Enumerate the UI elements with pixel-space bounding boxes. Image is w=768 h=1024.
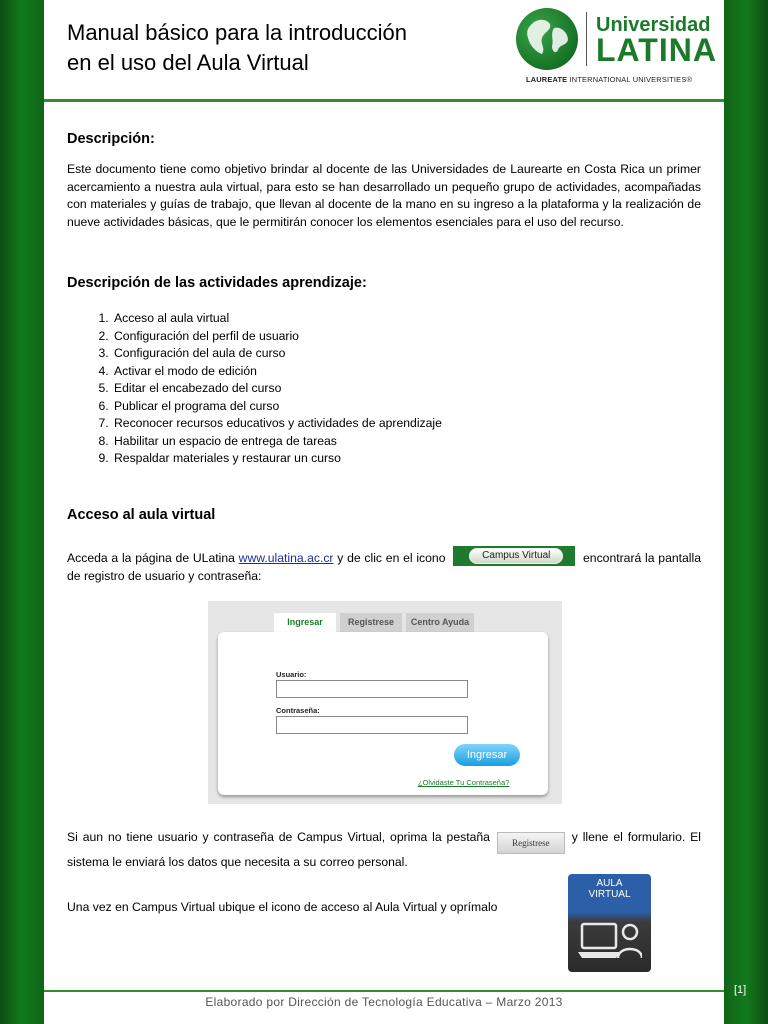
document-title [67, 18, 487, 78]
register-text-start: Si aun no tiene usuario y contraseña de Campus Virtual, oprima la pestaña [67, 830, 490, 844]
register-text-end: y llene el formulario. El sistema le enviará los datos que necesita a su correo personal. [67, 830, 701, 869]
login-screenshot [208, 601, 562, 804]
list-item: 6. Publicar el programa del curso [112, 398, 701, 416]
logo-divider [586, 12, 587, 66]
register-section [67, 829, 701, 872]
laptop-person-icon [578, 918, 642, 964]
document-header [44, 0, 724, 100]
password-label: Contraseña: [276, 706, 320, 715]
footer-text: Elaborado por Dirección de Tecnología Educativa – Marzo 2013 [205, 995, 563, 1009]
ingresar-button[interactable]: Ingresar [454, 744, 520, 766]
tab-ingresar[interactable]: Ingresar [274, 613, 336, 635]
ulatina-link[interactable]: www.ulatina.ac.cr [238, 551, 334, 565]
title-line-2: en el uso del Aula Virtual [67, 50, 309, 75]
page-number: [1] [734, 984, 747, 996]
logo-universidad: Universidad [596, 14, 711, 36]
footer-rule [44, 990, 724, 992]
access-section [67, 505, 701, 585]
description-heading: Descripción: [67, 131, 155, 147]
logo-tagline [526, 75, 692, 84]
aula-icon-line-1: AULA [596, 878, 623, 889]
login-panel [218, 632, 548, 795]
list-item: 8. Habilitar un espacio de entrega de tareas [112, 433, 701, 451]
description-section [67, 129, 701, 231]
title-line-1: Manual básico para la introducción [67, 20, 407, 45]
list-item: 9. Respaldar materiales y restaurar un curso [112, 450, 701, 468]
globe-icon [516, 8, 578, 70]
aula-virtual-icon[interactable] [568, 874, 651, 972]
list-item: 2. Configuración del perfil de usuario [112, 328, 701, 346]
logo-tag-bold: LAUREATE [526, 75, 568, 84]
universidad-latina-logo [516, 8, 716, 90]
access-text-start: Acceda a la página de ULatina [67, 551, 239, 565]
campus-virtual-button[interactable] [453, 546, 575, 566]
forgot-password-link[interactable]: ¿Olvidaste Tu Contraseña? [418, 778, 510, 787]
access-text [67, 546, 701, 585]
aula-section [67, 899, 527, 917]
list-item: 4. Activar el modo de edición [112, 363, 701, 381]
list-item: 3. Configuración del aula de curso [112, 345, 701, 363]
document-page [44, 0, 724, 1024]
password-field[interactable] [276, 716, 468, 734]
access-heading: Acceso al aula virtual [67, 507, 216, 523]
list-item: 5. Editar el encabezado del curso [112, 380, 701, 398]
aula-icon-line-2: VIRTUAL [588, 889, 631, 900]
list-item: 7. Reconocer recursos educativos y actividades de aprendizaje [112, 415, 701, 433]
logo-latina: LATINA [596, 32, 717, 68]
registrese-tab-image[interactable]: Registrese [497, 832, 565, 854]
activities-heading: Descripción de las actividades aprendizaje: [67, 275, 367, 291]
access-text-mid: y de clic en el icono [333, 551, 446, 565]
list-item: 1. Acceso al aula virtual [112, 310, 701, 328]
aula-text: Una vez en Campus Virtual ubique el icono de acceso al Aula Virtual y oprímalo [67, 900, 498, 914]
register-text [67, 829, 701, 872]
tab-registrese[interactable]: Registrese [340, 613, 402, 632]
tab-centro-ayuda[interactable]: Centro Ayuda [406, 613, 474, 632]
activities-list [67, 310, 701, 468]
access-text-end: encontrará la pantalla de registro de usuario y contraseña: [67, 551, 701, 583]
user-field[interactable] [276, 680, 468, 698]
campus-virtual-label: Campus Virtual [469, 548, 563, 564]
logo-tag-rest: INTERNATIONAL UNIVERSITIES® [567, 75, 693, 84]
user-label: Usuario: [276, 670, 307, 679]
aula-icon-label [568, 878, 651, 900]
header-rule [44, 99, 724, 102]
description-text: Este documento tiene como objetivo brindar al docente de las Universidades de Laurearte en Costa Rica un primer acercamiento a nuestra aula virtual, para esto se han desarrollado un pequeño grupo de actividades, acompañadas con materiales y guías de trabajo, que llevan al docente de la mano en su ingreso a la plataforma y la realización de nueve actividades básicas, que le permitirán conocer los elementos esenciales para el uso del recurso. [67, 162, 701, 229]
activities-section [67, 273, 701, 468]
